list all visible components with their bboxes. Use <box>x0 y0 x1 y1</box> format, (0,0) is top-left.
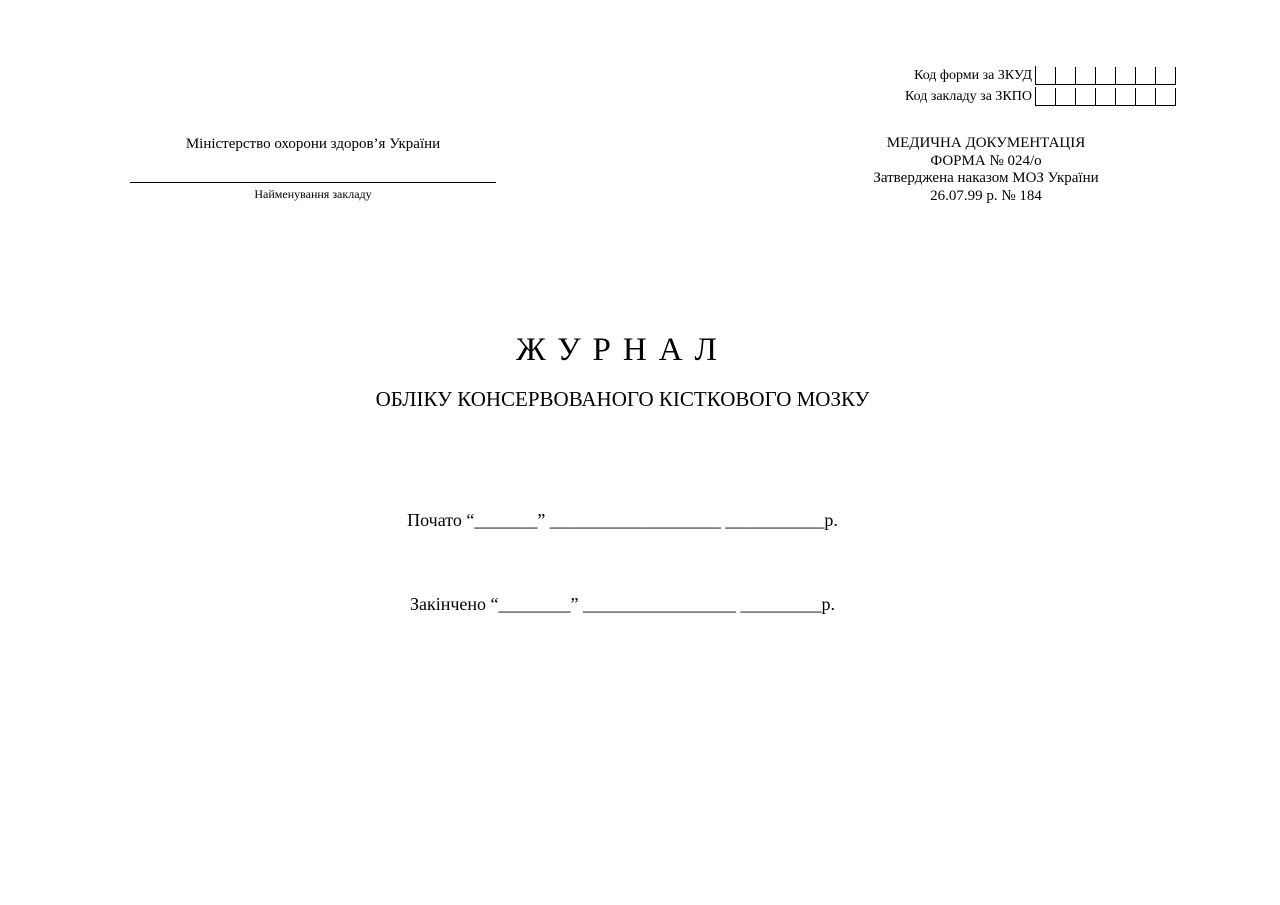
code-cell[interactable] <box>1096 88 1116 106</box>
code-cell[interactable] <box>1056 88 1076 106</box>
code-cell[interactable] <box>1136 88 1156 106</box>
institution-code-zkpo-boxes[interactable] <box>1035 87 1176 106</box>
journal-subtitle: ОБЛІКУ КОНСЕРВОВАНОГО КІСТКОВОГО МОЗКУ <box>375 387 870 411</box>
code-cell[interactable] <box>1056 67 1076 85</box>
form-code-zkud <box>914 66 1176 85</box>
code-cell[interactable] <box>1096 67 1116 85</box>
medical-documentation-label: МЕДИЧНА ДОКУМЕНТАЦІЯ <box>886 135 1086 151</box>
approval-note: Затверджена наказом МОЗ України <box>873 170 1099 186</box>
code-cell[interactable] <box>1156 88 1176 106</box>
code-cell[interactable] <box>1076 67 1096 85</box>
code-cell[interactable] <box>1116 88 1136 106</box>
code-cell[interactable] <box>1036 67 1056 85</box>
form-code-zkud-label: Код форми за ЗКУД <box>914 68 1032 83</box>
form-code-zkud-boxes[interactable] <box>1035 66 1176 85</box>
form-number: ФОРМА № 024/о <box>930 152 1042 169</box>
institution-name-line[interactable] <box>130 182 496 183</box>
code-cell[interactable] <box>1116 67 1136 85</box>
institution-code-zkpo <box>905 87 1176 106</box>
code-cell[interactable] <box>1036 88 1056 106</box>
institution-name-caption: Найменування закладу <box>254 187 372 201</box>
code-cell[interactable] <box>1076 88 1096 106</box>
ministry-name: Міністерство охорони здоров’я України <box>185 136 441 152</box>
finished-date-line[interactable]: Закінчено “________” _________________ _________р. <box>409 594 836 614</box>
institution-code-zkpo-label: Код закладу за ЗКПО <box>904 89 1032 104</box>
approval-date: 26.07.99 р. № 184 <box>930 187 1042 204</box>
form-meta-block <box>836 135 1136 205</box>
journal-title: ЖУРНАЛ <box>516 332 729 368</box>
code-cell[interactable] <box>1136 67 1156 85</box>
started-date-line[interactable]: Почато “_______” ___________________ ___________р. <box>407 510 838 530</box>
code-cell[interactable] <box>1156 67 1176 85</box>
